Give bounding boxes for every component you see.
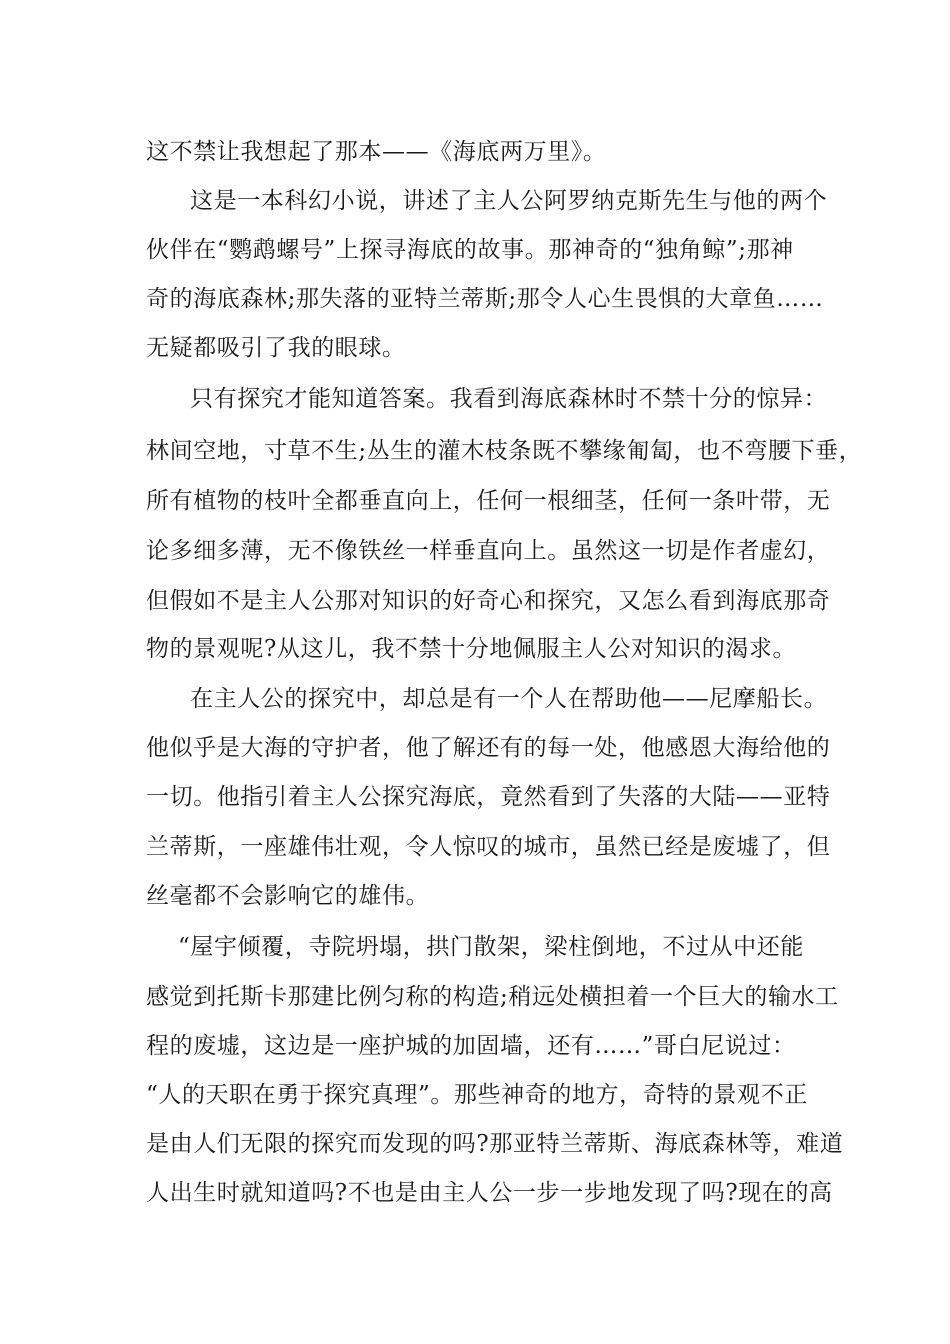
- text-line: 是由人们无限的探究而发现的吗?那亚特兰蒂斯、海底森林等，难道: [146, 1131, 844, 1157]
- text-line: 一切。他指引着主人公探究海底，竟然看到了失落的大陆——亚特: [146, 784, 831, 810]
- text-line: 程的废墟，这边是一座护城的加固墙，还有……”哥白尼说过：: [146, 1033, 796, 1059]
- text-line: 这是一本科幻小说，讲述了主人公阿罗纳克斯先生与他的两个: [190, 188, 828, 214]
- text-line: 丝毫都不会影响它的雄伟。: [146, 883, 430, 909]
- text-line: 林间空地，寸草不生;丛生的灌木枝条既不攀缘匍匐，也不弯腰下垂，: [146, 438, 863, 464]
- text-line: “人的天职在勇于探究真理”。那些神奇的地方，奇特的景观不正: [146, 1082, 808, 1108]
- text-line: 他似乎是大海的守护者，他了解还有的每一处，他感恩大海给他的: [146, 735, 831, 761]
- text-line: 感觉到托斯卡那建比例匀称的构造;稍远处横担着一个巨大的输水工: [146, 984, 839, 1010]
- text-line: 论多细多薄，无不像铁丝一样垂直向上。虽然这一切是作者虚幻，: [146, 538, 831, 564]
- text-line: 兰蒂斯，一座雄伟壮观，令人惊叹的城市，虽然已经是废墟了，但: [146, 834, 831, 860]
- text-line: 所有植物的枝叶全都垂直向上，任何一根细茎，任何一条叶带，无: [146, 488, 831, 514]
- text-line: 人出生时就知道吗?不也是由主人公一步一步地发现了吗?现在的高: [146, 1180, 833, 1206]
- text-line: “屋宇倾覆，寺院坍塌，拱门散架，梁柱倒地，不过从中还能: [178, 934, 804, 960]
- text-line: 这不禁让我想起了那本——《海底两万里》。: [146, 139, 607, 165]
- text-line: 伙伴在“鹦鹉螺号”上探寻海底的故事。那神奇的“独角鲸”;那神: [146, 237, 794, 263]
- text-line: 无疑都吸引了我的眼球。: [146, 335, 406, 361]
- text-line: 只有探究才能知道答案。我看到海底森林时不禁十分的惊异：: [190, 386, 828, 412]
- text-line: 但假如不是主人公那对知识的好奇心和探究，又怎么看到海底那奇: [146, 588, 831, 614]
- text-line: 在主人公的探究中，却总是有一个人在帮助他——尼摩船长。: [190, 686, 828, 712]
- text-line: 物的景观呢?从这儿，我不禁十分地佩服主人公对知识的渴求。: [146, 636, 797, 662]
- text-line: 奇的海底森林;那失落的亚特兰蒂斯;那令人心生畏惧的大章鱼……: [146, 286, 824, 312]
